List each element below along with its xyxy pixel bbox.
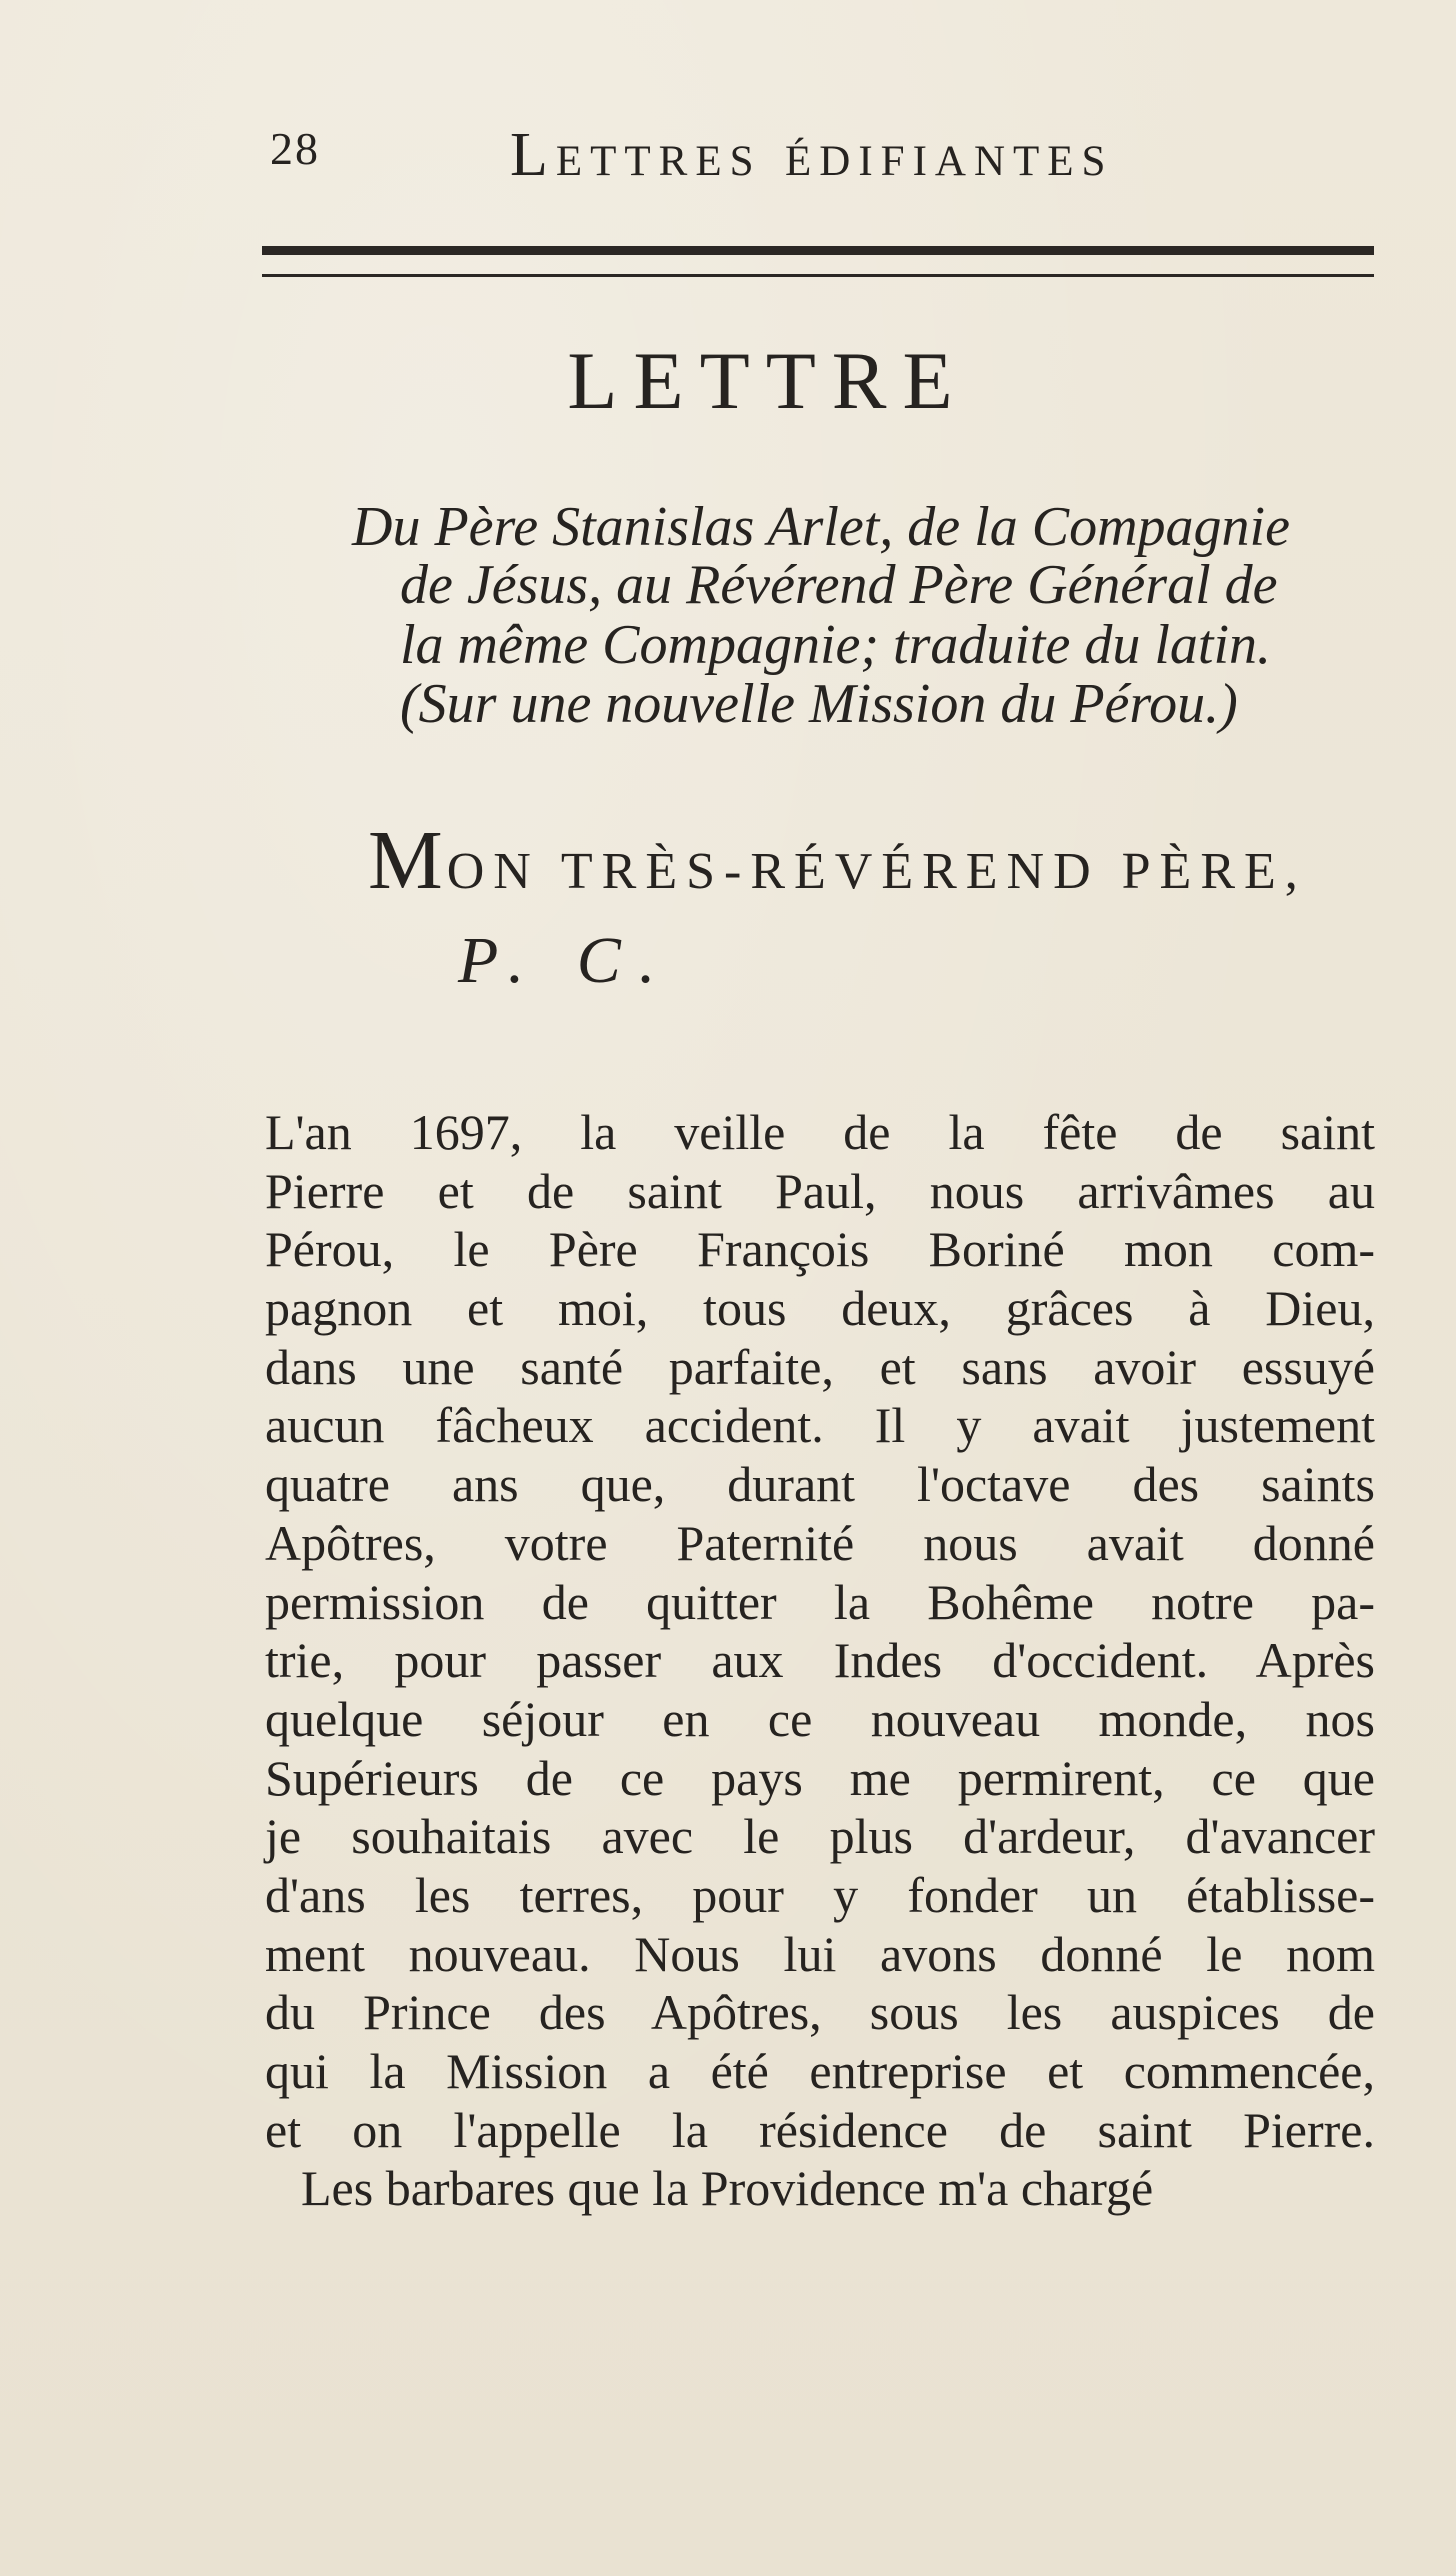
body-line: trie, pour passer aux Indes d'occident. Après	[265, 1632, 1375, 1689]
header-rule-thin	[262, 274, 1374, 277]
subtitle-line: Du Père Stanislas Arlet, de la Compagnie	[352, 496, 1290, 558]
body-line: L'an 1697, la veille de la fête de saint	[265, 1104, 1375, 1160]
salutation-rest: ON TRÈS-RÉVÉREND PÈRE,	[446, 843, 1307, 900]
subtitle-line: la même Compagnie; traduite du latin.	[400, 614, 1272, 676]
body-line: Les barbares que la Providence m'a chargé	[301, 2160, 1154, 2217]
body-line: et on l'appelle la résidence de saint Pierre.	[265, 2101, 1375, 2158]
body-line: ment nouveau. Nous lui avons donné le nom	[265, 1925, 1375, 1982]
letter-heading: LETTRE	[567, 335, 969, 426]
letter-body	[265, 1103, 1375, 2218]
salutation-initial: M	[368, 814, 447, 907]
body-line: dans une santé parfaite, et sans avoir essuyé	[265, 1338, 1375, 1395]
subtitle-line: de Jésus, au Révérend Père Général de	[400, 554, 1278, 616]
body-line: Apôtres, votre Paternité nous avait donné	[265, 1514, 1375, 1571]
subtitle-line: (Sur une nouvelle Mission du Pérou.)	[400, 673, 1238, 735]
pax-christi: P. C.	[458, 924, 674, 997]
salutation	[368, 812, 1307, 909]
body-line: pagnon et moi, tous deux, grâces à Dieu,	[265, 1280, 1375, 1337]
body-line: du Prince des Apôtres, sous les auspices de	[265, 1984, 1375, 2041]
page-number: 28	[270, 123, 320, 174]
body-line: je souhaitais avec le plus d'ardeur, d'avancer	[265, 1808, 1375, 1865]
body-line: aucun fâcheux accident. Il y avait justement	[265, 1397, 1375, 1454]
body-line: Pérou, le Père François Boriné mon com-	[265, 1221, 1375, 1278]
header-rule-thick	[262, 246, 1374, 255]
body-line: quatre ans que, durant l'octave des saints	[265, 1456, 1375, 1513]
body-line: Supérieurs de ce pays me permirent, ce que	[265, 1749, 1375, 1806]
running-title: Lettres édifiantes	[510, 121, 1114, 189]
body-line: qui la Mission a été entreprise et commencée,	[265, 2043, 1375, 2099]
body-line: permission de quitter la Bohême notre pa-	[265, 1573, 1375, 1630]
body-line: quelque séjour en ce nouveau monde, nos	[265, 1690, 1375, 1747]
body-line: d'ans les terres, pour y fonder un établisse-	[265, 1866, 1375, 1923]
body-line: Pierre et de saint Paul, nous arrivâmes au	[265, 1162, 1375, 1219]
